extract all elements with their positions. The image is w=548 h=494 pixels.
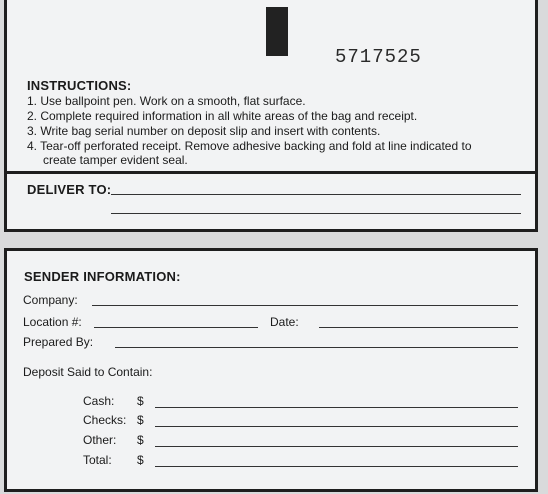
instruction-item: 3. Write bag serial number on deposit slip and insert with contents. <box>27 124 381 138</box>
location-label: Location #: <box>23 315 82 329</box>
total-currency: $ <box>137 453 144 467</box>
cash-field[interactable] <box>155 407 518 408</box>
checks-label: Checks: <box>83 413 127 427</box>
total-field[interactable] <box>155 466 518 467</box>
location-field[interactable] <box>94 327 258 328</box>
deliver-to-line-1[interactable] <box>111 194 521 195</box>
tamper-tab-slot <box>266 7 288 56</box>
date-label: Date: <box>270 315 299 329</box>
cash-label: Cash: <box>83 394 115 408</box>
company-label: Company: <box>23 293 78 307</box>
instructions-heading: INSTRUCTIONS: <box>27 78 132 93</box>
checks-field[interactable] <box>155 426 518 427</box>
prepared-by-field[interactable] <box>115 347 518 348</box>
checks-currency: $ <box>137 413 144 427</box>
prepared-by-label: Prepared By: <box>23 335 94 349</box>
serial-number: 5717525 <box>335 46 422 68</box>
other-currency: $ <box>137 433 144 447</box>
sender-panel <box>4 248 538 492</box>
date-field[interactable] <box>319 327 518 328</box>
deposit-label: Deposit Said to Contain: <box>23 365 153 379</box>
deliver-to-label: DELIVER TO: <box>27 182 112 197</box>
instruction-item: 4. Tear-off perforated receipt. Remove adhesive backing and fold at line indicated to <box>27 139 472 153</box>
instruction-item: create tamper evident seal. <box>43 153 188 167</box>
instruction-item: 2. Complete required information in all white areas of the bag and receipt. <box>27 109 418 123</box>
section-divider <box>7 171 535 174</box>
other-label: Other: <box>83 433 117 447</box>
sender-heading: SENDER INFORMATION: <box>24 269 181 284</box>
deliver-to-line-2[interactable] <box>111 213 521 214</box>
other-field[interactable] <box>155 446 518 447</box>
instruction-item: 1. Use ballpoint pen. Work on a smooth, flat surface. <box>27 94 306 108</box>
company-field[interactable] <box>92 305 518 306</box>
cash-currency: $ <box>137 394 144 408</box>
total-label: Total: <box>83 453 112 467</box>
instructions-panel <box>4 0 538 232</box>
